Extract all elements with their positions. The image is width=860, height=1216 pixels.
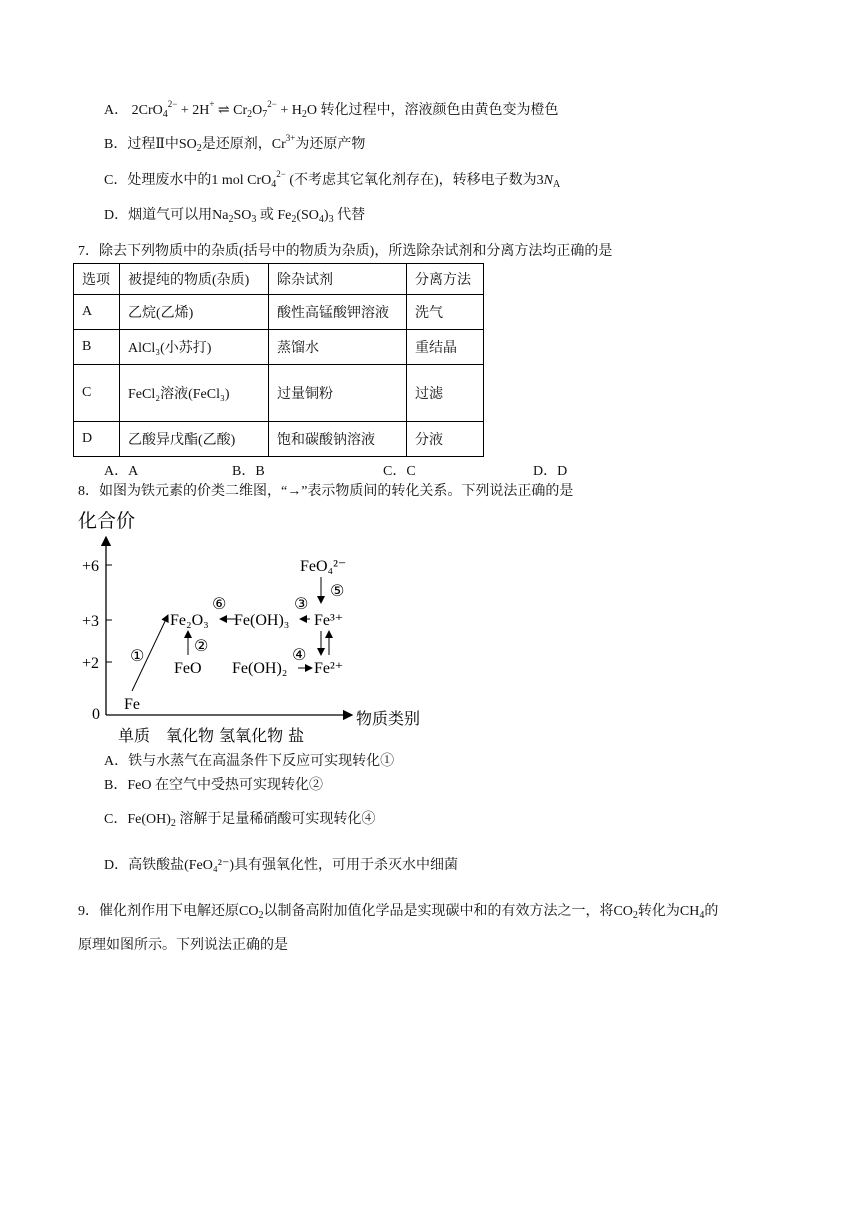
- table-row: [74, 365, 484, 422]
- q7-choice-d: D．D: [533, 464, 568, 479]
- cell-method: 分液: [407, 422, 484, 457]
- table-header-row: [74, 264, 484, 295]
- mark-5: ⑤: [330, 581, 345, 600]
- mark-2: ②: [194, 636, 209, 655]
- q8-option-d: D．高铁酸盐(FeO₄²⁻)具有强氧化性，可用于杀灭水中细菌: [104, 858, 459, 873]
- node-fe2: Fe²⁺: [314, 660, 344, 677]
- q7-choice-c: C．C: [383, 464, 416, 479]
- q6-option-d: D．烟道气可以用$Na_2SO_3$ 或 $Fe_2(SO_4)_3$ 代替: [104, 208, 366, 225]
- node-fe3: Fe³⁺: [314, 612, 344, 629]
- header-reagent: 除杂试剂: [269, 264, 407, 295]
- header-substance: 被提纯的物质(杂质): [120, 264, 269, 295]
- q8-option-b: B．FeO 在空气中受热可实现转化②: [104, 778, 323, 793]
- cell-reagent: 蒸馏水: [269, 330, 407, 365]
- cell-method: 过滤: [407, 365, 484, 422]
- q9-stem-line1: 9．催化剂作用下电解还原$CO_2$以制备高附加值化学品是实现碳中和的有效方法之一，将$CO_2$转化为$CH_4$的: [78, 904, 719, 921]
- node-feoh2: Fe(OH)₂: [232, 660, 288, 677]
- mark-6: ⑥: [212, 594, 227, 613]
- cell-reagent: 酸性高锰酸钾溶液: [269, 295, 407, 330]
- table-row: [74, 422, 484, 457]
- iron-valence-diagram: [70, 505, 440, 745]
- cell-option: B: [74, 330, 120, 365]
- mark-1: ①: [130, 646, 145, 665]
- header-method: 分离方法: [407, 264, 484, 295]
- cell-option: C: [74, 365, 120, 422]
- q7-stem: 7．除去下列物质中的杂质(括号中的物质为杂质)，所选除杂试剂和分离方法均正确的是: [78, 244, 613, 259]
- q6-option-a: A． 2CrO$_4^{2-}$ + 2H+ ⇌ $Cr_2O_7^{2-} + H_2O$ 转化过程中，溶液颜色由黄色变为橙色: [104, 99, 559, 120]
- q8-option-c: C．$Fe(OH)_2$ 溶解于足量稀硝酸可实现转化④: [104, 812, 376, 829]
- cell-method: 洗气: [407, 295, 484, 330]
- table-row: [74, 295, 484, 330]
- node-fe: Fe: [124, 696, 140, 713]
- cell-substance: AlCl₃(小苏打): [120, 330, 269, 365]
- table-row: [74, 330, 484, 365]
- q7-table: [73, 263, 484, 457]
- node-feo4: FeO₄²⁻: [300, 558, 347, 575]
- cell-substance: 乙酸异戊酯(乙酸): [120, 422, 269, 457]
- cell-method: 重结晶: [407, 330, 484, 365]
- x-axis-label: 物质类别: [356, 709, 421, 728]
- y-axis-label: 化合价: [78, 510, 136, 532]
- mark-3: ③: [294, 594, 309, 613]
- cell-option: D: [74, 422, 120, 457]
- header-option: 选项: [74, 264, 120, 295]
- cell-option: A: [74, 295, 120, 330]
- cell-reagent: 过量铜粉: [269, 365, 407, 422]
- tick-plus3: +3: [82, 613, 100, 630]
- cell-substance: 乙烷(乙烯): [120, 295, 269, 330]
- cell-substance: FeCl₂溶液(FeCl₃): [120, 365, 269, 422]
- q8-stem: 8．如图为铁元素的价类二维图，“→”表示物质间的转化关系。下列说法正确的是: [78, 484, 574, 499]
- q9-stem-line2: 原理如图所示。下列说法正确的是: [78, 938, 288, 953]
- tick-plus2: +2: [82, 655, 100, 672]
- cell-reagent: 饱和碳酸钠溶液: [269, 422, 407, 457]
- node-fe2o3: Fe₂O₃: [170, 612, 209, 629]
- q6-equation: 2CrO$_4^{2-}$ + 2H+ ⇌ $Cr_2O_7^{2-} + H_2O$: [131, 99, 317, 120]
- node-feo: FeO: [174, 660, 202, 677]
- q8-option-a: A．铁与水蒸气在高温条件下反应可实现转化①: [104, 754, 395, 769]
- q7-choice-a: A．A: [104, 464, 139, 479]
- x-categories: 单质 氧化物 氢氧化物 盐: [118, 726, 305, 745]
- q7-choice-b: B．B: [232, 464, 265, 479]
- q6-option-b: B．过程Ⅱ中$SO_2$是还原剂，$Cr^{3+}$为还原产物: [104, 133, 366, 154]
- tick-plus6: +6: [82, 558, 100, 575]
- mark-4: ④: [292, 645, 307, 664]
- node-feoh3: Fe(OH)₃: [234, 612, 290, 629]
- tick-zero: 0: [92, 706, 100, 723]
- q6-option-c: C．处理废水中的1 mol CrO$_4^{2-}$ (不考虑其它氧化剂存在)，转移电子数为$3N_A$: [104, 169, 561, 190]
